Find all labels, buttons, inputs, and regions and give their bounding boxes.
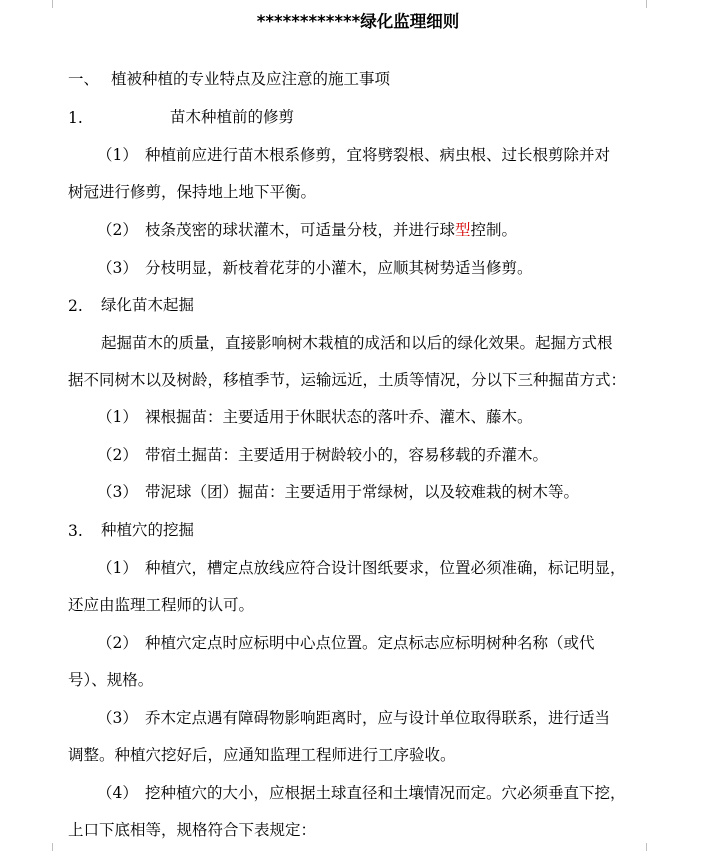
s2-item-1-number: （1）: [97, 408, 138, 426]
section-1-number: 1.: [68, 109, 83, 127]
section-1-title: 苗木种植前的修剪: [170, 108, 295, 126]
s3-item-2-line-2: 号）、规格。: [68, 671, 154, 689]
crop-mark-bottom-right: [646, 843, 661, 851]
s3-item-1-line-1: 种植穴，槽定点放线应符合设计图纸要求，位置必须准确，标记明显，: [145, 559, 626, 577]
s1-item-1-line-2: 树冠进行修剪，保持地上地下平衡。: [68, 183, 317, 201]
s3-item-1-number: （1）: [97, 559, 138, 577]
crop-mark-top-right: [646, 0, 661, 8]
s1-item-1-line-1: 种植前应进行苗木根系修剪，宜将劈裂根、病虫根、过长根剪除并对: [145, 146, 611, 164]
heading-text: 植被种植的专业特点及应注意的施工事项: [111, 70, 391, 88]
s2-paragraph-line-1: 起掘苗木的质量，直接影响树木栽植的成活和以后的绿化效果。起掘方式根: [101, 334, 613, 352]
s3-item-3-number: （3）: [97, 709, 138, 727]
s1-item-2-number: （2）: [97, 221, 138, 239]
s3-item-4-number: （4）: [97, 784, 138, 802]
s3-item-3-line-2: 调整。种植穴挖好后，应通知监理工程师进行工序验收。: [68, 746, 456, 764]
s1-item-2-highlight: 型: [455, 221, 471, 239]
s3-item-4-line-2: 上口下底相等，规格符合下表规定：: [68, 821, 317, 839]
document-title: ************绿化监理细则: [256, 12, 460, 31]
s2-item-2-text: 带宿土掘苗：主要适用于树龄较小的，容易移载的乔灌木。: [145, 446, 549, 464]
section-2-title: 绿化苗木起掘: [101, 296, 195, 314]
s2-paragraph-line-2: 据不同树木以及树龄，移植季节，运输远近，土质等情况，分以下三种掘苗方式：: [68, 371, 627, 389]
section-2-number: 2.: [68, 297, 83, 315]
s1-item-3-number: （3）: [97, 259, 138, 277]
crop-mark-bottom-left: [38, 843, 53, 851]
section-3-number: 3.: [68, 522, 83, 540]
s2-item-1-text: 裸根掘苗：主要适用于休眠状态的落叶乔、灌木、藤木。: [145, 408, 533, 426]
s2-item-3-text: 带泥球（团）掘苗：主要适用于常绿树，以及较难栽的树木等。: [145, 483, 580, 501]
heading-number: 一、: [68, 70, 100, 88]
s2-item-3-number: （3）: [97, 483, 138, 501]
s1-item-3-text: 分枝明显，新枝着花芽的小灌木，应顺其树势适当修剪。: [145, 259, 533, 277]
s1-item-2-text: [145, 219, 517, 241]
s1-item-1-number: （1）: [97, 146, 138, 164]
s3-item-2-number: （2）: [97, 634, 138, 652]
s3-item-2-line-1: 种植穴定点时应标明中心点位置。定点标志应标明树种名称（或代: [145, 634, 595, 652]
section-3-title: 种植穴的挖掘: [101, 521, 195, 539]
s3-item-4-line-1: 挖种植穴的大小，应根据土球直径和土壤情况而定。穴必须垂直下挖，: [145, 784, 626, 802]
s1-item-2-text-post: 控制。: [470, 221, 518, 239]
s3-item-1-line-2: 还应由监理工程师的认可。: [68, 596, 255, 614]
crop-mark-top-left: [38, 0, 53, 8]
s3-item-3-line-1: 乔木定点遇有障碍物影响距离时，应与设计单位取得联系，进行适当: [145, 709, 611, 727]
s2-item-2-number: （2）: [97, 446, 138, 464]
s1-item-2-text-pre: 枝条茂密的球状灌木，可适量分枝，并进行球: [145, 221, 456, 239]
